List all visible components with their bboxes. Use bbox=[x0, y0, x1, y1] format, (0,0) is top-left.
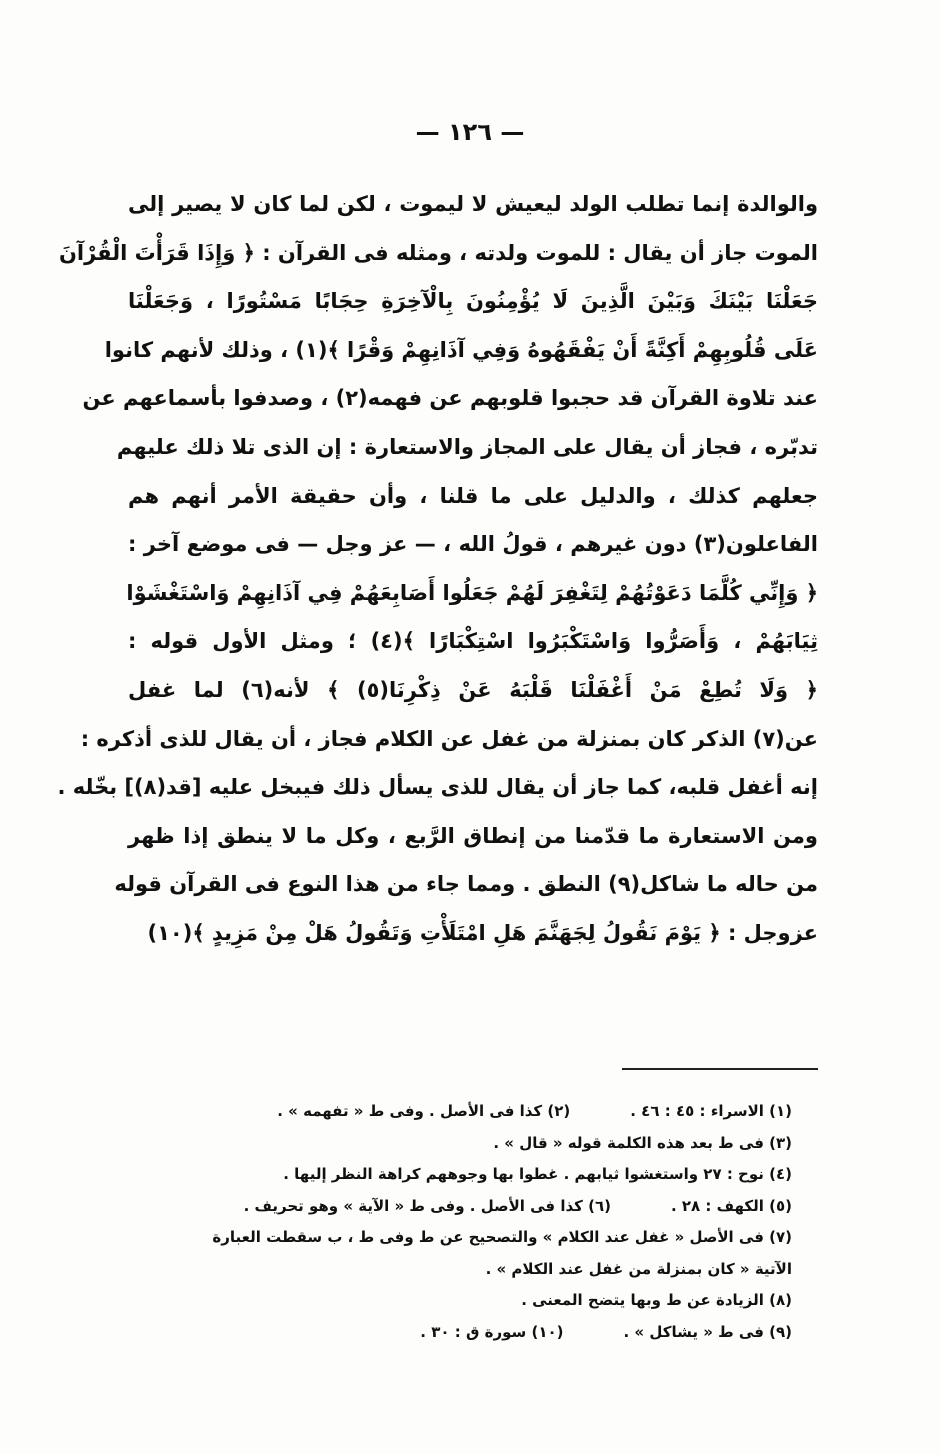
footnote-6: (٦) كذا فى الأصل . وفى ط « الآية » وهو تحريف . bbox=[243, 1196, 611, 1215]
text-line-12: عن(٧) الذكر كان بمنزلة من غفل عن الكلام فجاز ، أن يقال للذى أذكره : bbox=[80, 726, 818, 751]
text-line-16: عزوجل : ﴿ يَوْمَ نَقُولُ لِجَهَنَّمَ هَلِ امْتَلَأْتِ وَتَقُولُ هَلْ مِنْ مَزِيدٍ ﴾(١٠) bbox=[147, 920, 818, 945]
text-line-1: والوالدة إنما تطلب الولد ليعيش لا ليموت ، لكن لما كان لا يصير إلى bbox=[128, 192, 818, 216]
main-text bbox=[57, 180, 819, 958]
text-line-5: عند تلاوة القرآن قد حجبوا قلوبهم عن فهمه(٢) ، وصدفوا بأسماعهم عن bbox=[82, 386, 818, 411]
text-line-13: إنه أغفل قلبه، كما جاز أن يقال للذى يسأل ذلك فيبخل عليه [قد(٨)] بخّله . bbox=[57, 775, 818, 800]
footnote-row-9-10 bbox=[150, 1317, 792, 1349]
text-line-2: الموت جاز أن يقال : للموت ولدته ، ومثله فى القرآن : ﴿ وَإِذَا قَرَأْتَ الْقُرْآنَ bbox=[58, 240, 818, 265]
text-line-15: من حاله ما شاكل(٩) النطق . ومما جاء من هذا النوع فى القرآن قوله bbox=[114, 872, 818, 897]
footnote-row-5-6 bbox=[150, 1191, 792, 1223]
footnotes bbox=[150, 1096, 792, 1348]
footnote-3: (٣) فى ط بعد هذه الكلمة قوله « قال » . bbox=[493, 1133, 792, 1152]
text-line-10: ثِيَابَهُمْ ، وَأَصَرُّوا وَاسْتَكْبَرُوا اسْتِكْبَارًا ﴾(٤) ؛ ومثل الأول قوله : bbox=[128, 629, 819, 654]
footnote-8: (٨) الزيادة عن ط وبها يتضح المعنى . bbox=[521, 1291, 792, 1309]
text-line-3: جَعَلْنَا بَيْنَكَ وَبَيْنَ الَّذِينَ لَا يُؤْمِنُونَ بِالْآخِرَةِ حِجَابًا مَسْتُورًا ، وَجَعَلْنَا bbox=[128, 289, 818, 314]
text-line-7: جعلهم كذلك ، والدليل على ما قلنا ، وأن حقيقة الأمر أنهم هم bbox=[128, 483, 818, 508]
footnote-10: (١٠) سورة ق : ٣٠ . bbox=[420, 1322, 564, 1341]
footnote-7: (٧) فى الأصل « غفل عند الكلام » والتصحيح عن ط وفى ط ، ب سقطت العبارة bbox=[212, 1228, 792, 1246]
text-line-4: عَلَى قُلُوبِهِمْ أَكِنَّةً أَنْ يَفْقَهُوهُ وَفِي آذَانِهِمْ وَقْرًا ﴾(١) ، وذلك لأنهم كانوا bbox=[104, 337, 818, 362]
footnote-4: (٤) نوح : ٢٧ واستغشوا ثيابهم . غطوا بها وجوههم كراهة النظر إليها . bbox=[283, 1165, 792, 1183]
text-line-14: ومن الاستعارة ما قدّمنا من إنطاق الرَّبع ، وكل ما لا ينطق إذا ظهر bbox=[128, 823, 818, 848]
footnote-5: (٥) الكهف : ٢٨ . bbox=[670, 1196, 792, 1215]
footnote-separator bbox=[622, 1068, 818, 1070]
page-number: — ١٢٦ — bbox=[415, 118, 525, 146]
text-line-11: ﴿ وَلَا تُطِعْ مَنْ أَغْفَلْنَا قَلْبَهُ عَنْ ذِكْرِنَا(٥) ﴾ لأنه(٦) لما غفل bbox=[128, 677, 818, 702]
footnote-1: (١) الاسراء : ٤٥ : ٤٦ . bbox=[630, 1102, 792, 1120]
text-line-8: الفاعلون(٣) دون غيرهم ، قولُ الله ، — عز وجل — فى موضع آخر : bbox=[128, 532, 818, 557]
text-line-6: تدبّره ، فجاز أن يقال على المجاز والاستعارة : إن الذى تلا ذلك عليهم bbox=[116, 434, 818, 459]
footnote-row-1-2 bbox=[150, 1096, 792, 1128]
footnote-9: (٩) فى ط « يشاكل » . bbox=[623, 1322, 792, 1341]
text-line-9: ﴿ وَإِنِّي كُلَّمَا دَعَوْتُهُمْ لِتَغْفِرَ لَهُمْ جَعَلُوا أَصَابِعَهُمْ فِي آذَانِهِمْ وَاسْتَغْشَوْا bbox=[126, 580, 818, 605]
footnote-7-continued: الآتية « كان بمنزلة من غفل عند الكلام » . bbox=[485, 1259, 792, 1278]
footnote-2: (٢) كذا فى الأصل . وفى ط « تفهمه » . bbox=[277, 1102, 571, 1120]
